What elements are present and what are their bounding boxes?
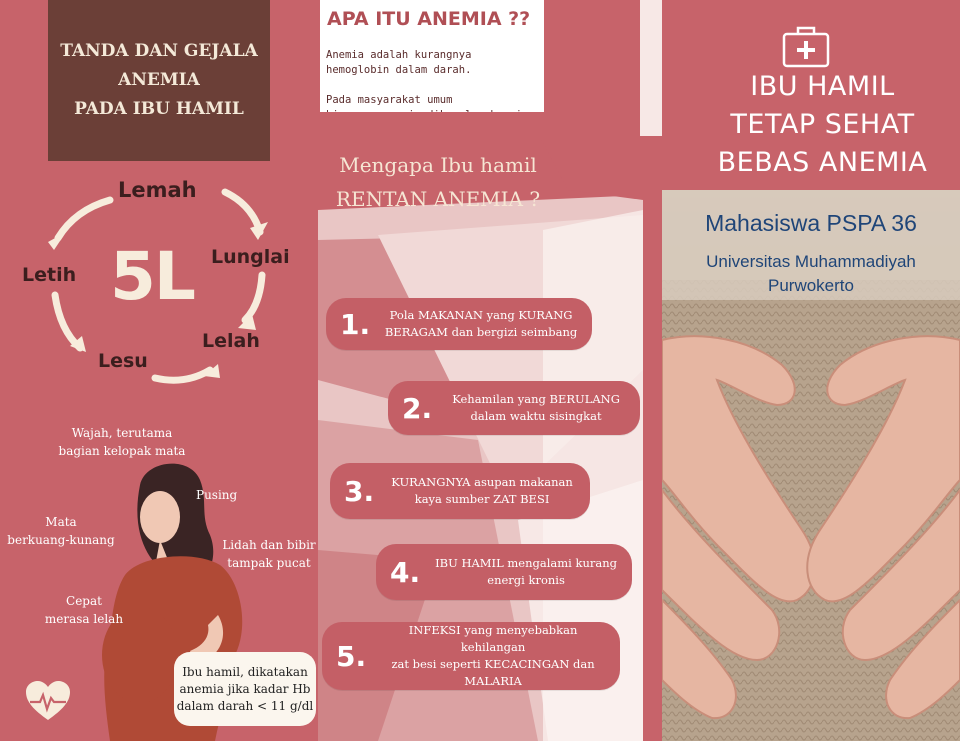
symptom-lunglai: Lunglai	[211, 246, 290, 268]
symptoms-title-line-1: TANDA DAN GEJALA	[60, 41, 258, 61]
label-face-line-1: Wajah, terutama	[71, 426, 173, 440]
cover-title	[690, 68, 955, 182]
reason-3-line-1: KURANGNYA asupan makanan	[391, 475, 573, 489]
hb-callout	[174, 652, 316, 726]
reason-number: 2.	[402, 391, 433, 425]
reason-item-2	[388, 381, 640, 435]
label-tongue-line-2: tampak pucat	[227, 556, 311, 570]
reason-text	[376, 622, 620, 690]
reason-4-line-2: energi kronis	[487, 573, 565, 587]
symptom-lesu: Lesu	[98, 350, 148, 372]
reason-3-line-2: kaya sumber ZAT BESI	[414, 492, 550, 506]
reason-item-4	[376, 544, 632, 600]
reason-text	[442, 391, 640, 425]
five-l-badge: 5L	[110, 238, 194, 315]
university-label	[662, 250, 960, 298]
symptom-lemah: Lemah	[118, 178, 197, 202]
reason-text	[430, 555, 632, 589]
what-p1-line-2: hemoglobin dalam darah.	[326, 64, 472, 76]
reason-5-line-3: MALARIA	[464, 674, 522, 688]
reason-number: 5.	[336, 639, 367, 673]
university-line-1: Universitas Muhammadiyah	[706, 252, 916, 271]
first-aid-kit-icon	[782, 24, 830, 68]
symptoms-title-line-3: PADA IBU HAMIL	[74, 99, 244, 119]
why-vulnerable-heading	[318, 148, 558, 216]
hb-callout-line-1: Ibu hamil, dikatakan	[182, 664, 308, 679]
label-eyes-line-1: Mata	[45, 515, 77, 529]
why-header-band	[320, 112, 643, 140]
symptom-lelah: Lelah	[202, 330, 260, 352]
label-eyes-line-2: berkuang-kunang	[7, 533, 115, 547]
reason-2-line-1: Kehamilan yang BERULANG	[452, 392, 620, 406]
reason-number: 1.	[340, 307, 371, 341]
label-face-line-2: bagian kelopak mata	[58, 444, 186, 458]
why-line-2: RENTAN ANEMIA ?	[335, 187, 541, 211]
label-dizzy: Pusing	[196, 488, 238, 502]
what-p1-line-1: Anemia adalah kurangnya	[326, 49, 472, 61]
cover-title-line-2: TETAP SEHAT	[730, 109, 915, 140]
cover-title-line-3: BEBAS ANEMIA	[717, 147, 928, 178]
reason-2-line-2: dalam waktu sisingkat	[470, 409, 602, 423]
cover-title-line-1: IBU HAMIL	[750, 71, 895, 102]
reason-1-line-2: BERAGAM dan bergizi seimbang	[384, 325, 578, 339]
hb-callout-line-2: anemia jika kadar Hb	[179, 681, 311, 696]
symptom-letih: Letih	[22, 264, 77, 286]
reason-4-line-1: IBU HAMIL mengalami kurang	[435, 556, 617, 570]
label-tired-line-1: Cepat	[66, 594, 102, 608]
symptoms-title-line-2: ANEMIA	[118, 70, 200, 90]
author-label: Mahasiswa PSPA 36	[705, 210, 917, 236]
why-line-1: Mengapa Ibu hamil	[339, 153, 537, 177]
reason-5-line-2: zat besi seperti KECACINGAN dan	[391, 657, 595, 671]
heartbeat-icon	[24, 680, 72, 722]
reason-item-3	[330, 463, 590, 519]
symptoms-title-box	[48, 0, 270, 161]
label-eyes	[6, 513, 116, 549]
reason-text	[380, 307, 592, 341]
hb-callout-line-3: dalam darah < 11 g/dl	[176, 698, 314, 713]
label-face	[52, 424, 192, 460]
university-line-2: Purwokerto	[768, 276, 854, 295]
what-is-anemia-title: APA ITU ANEMIA ??	[327, 8, 531, 30]
panel-divider-strip	[640, 0, 662, 136]
what-p2-line-1: Pada masyarakat umum	[326, 94, 453, 106]
label-tongue	[222, 536, 316, 572]
label-tired-line-2: merasa lelah	[44, 612, 124, 626]
reason-item-5	[322, 622, 620, 690]
label-tired	[34, 592, 134, 628]
reason-1-line-1: Pola MAKANAN yang KURANG	[389, 308, 573, 322]
reason-text	[384, 474, 590, 508]
label-tongue-line-1: Lidah dan bibir	[222, 538, 316, 552]
reason-number: 4.	[390, 555, 421, 589]
reason-number: 3.	[344, 474, 375, 508]
reason-5-line-1: INFEKSI yang menyebabkan kehilangan	[408, 623, 578, 654]
reason-item-1	[326, 298, 592, 350]
